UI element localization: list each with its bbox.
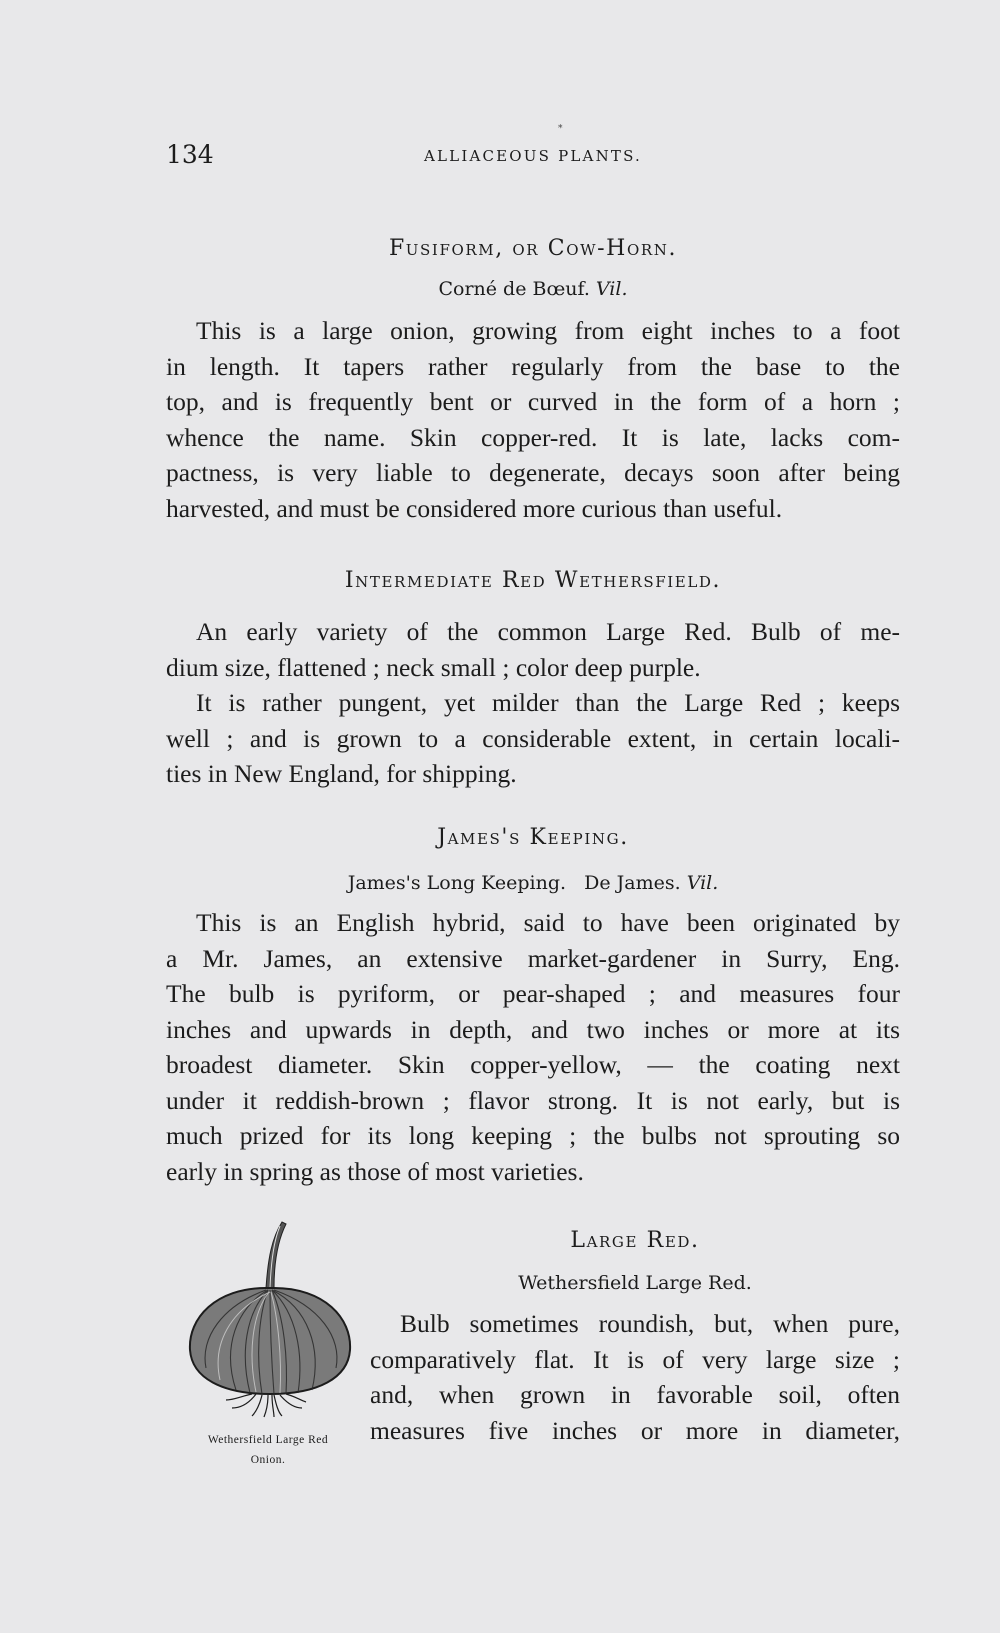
text-line: under it reddish-brown ; flavor strong. It is not early, but is [166,1085,900,1115]
text-line: The bulb is pyriform, or pear-shaped ; and measures four [166,979,900,1008]
onion-figure [186,1218,356,1418]
onion-illustration-icon [186,1218,356,1418]
running-head [166,124,900,172]
section-heading-james: James's Keeping. [437,825,629,850]
text-line: pactness, is very liable to degenerate, decays soon after being [166,458,900,487]
paragraph-james [166,905,900,1189]
text-line: in length. It tapers rather regularly from the base to the [166,351,900,381]
paragraph-large-red [370,1306,900,1448]
synonym-fusiform [166,278,900,300]
text-line: This is an English hybrid, said to have been originated by [196,908,900,937]
synonym-text: James's Long Keeping. De James. [347,872,681,894]
section-heading-large-red: Large Red. [570,1228,700,1253]
text-line: a Mr. James, an extensive market-gardener in Surry, Eng. [166,943,900,973]
synonym-text: Wethersfield Large Red. [518,1272,752,1294]
paragraph-fusiform [166,313,900,526]
synonym-abbr: Vil. [595,278,628,300]
text-line: measures five inches or more in diameter, [370,1415,900,1445]
text-line: well ; and is grown to a considerable extent, in certain locali- [166,723,900,753]
running-title: ALLIACEOUS PLANTS. [423,147,643,165]
caption-line: Onion. [250,1454,286,1466]
page-number: 134 [166,140,214,169]
synonym-text: Corné de Bœuf. [438,278,590,300]
section-heading-fusiform: Fusiform, or Cow-Horn. [388,236,678,261]
section-heading-intermediate: Intermediate Red Wethersfield. [344,568,722,593]
text-line: inches and upwards in depth, and two inches or more at its [166,1014,900,1044]
text-line: This is a large onion, growing from eight inches to a foot [196,316,900,345]
text-line: dium size, flattened ; neck small ; color deep purple. [166,652,701,682]
text-line: whence the name. Skin copper-red. It is late, lacks com- [166,422,900,452]
text-line: It is rather pungent, yet milder than the Large Red ; keeps [196,688,900,717]
caption-line: Wethersfield Large Red [207,1434,329,1446]
text-line: top, and is frequently bent or curved in the form of a horn ; [166,387,900,416]
text-line: broadest diameter. Skin copper-yellow, — the coating next [166,1050,900,1079]
text-line: ties in New England, for shipping. [166,759,517,788]
text-line: Bulb sometimes roundish, but, when pure, [400,1309,900,1338]
text-line: early in spring as those of most varieties. [166,1156,584,1186]
text-line: harvested, and must be considered more curious than useful. [166,493,783,523]
printer-mark: * [558,124,563,134]
text-line: comparatively flat. It is of very large size ; [370,1344,900,1374]
synonym-james [166,872,900,894]
synonym-abbr: Vil. [686,872,719,894]
text-line: much prized for its long keeping ; the bulbs not sprouting so [166,1121,900,1150]
text-line: and, when grown in favorable soil, often [370,1380,900,1409]
synonym-large-red [370,1272,900,1294]
figure-caption [176,1430,360,1470]
paragraph-intermediate [166,614,900,792]
text-line: An early variety of the common Large Red. Bulb of me- [196,617,900,646]
